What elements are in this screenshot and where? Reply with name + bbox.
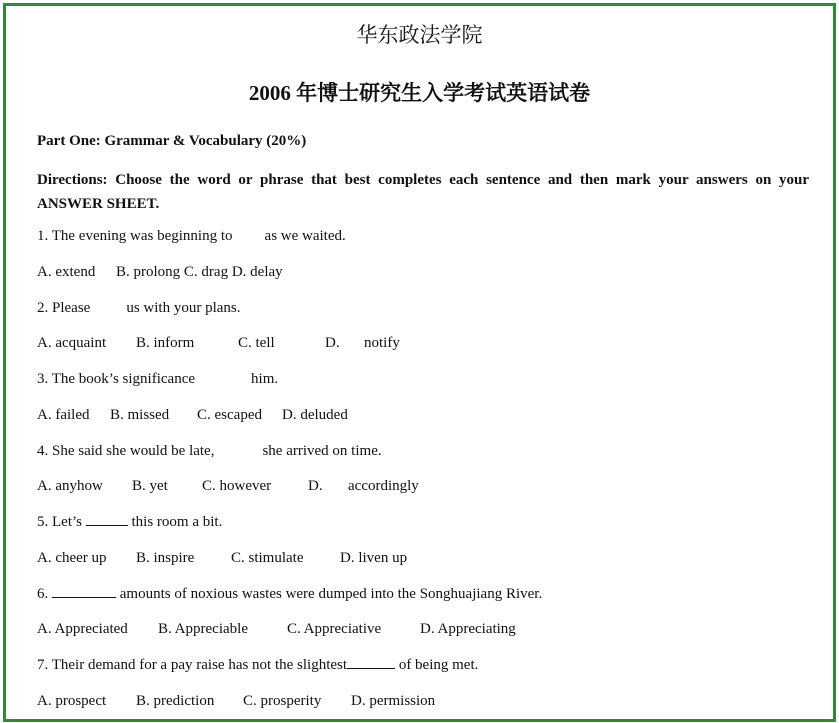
- option: accordingly: [348, 478, 419, 494]
- option: A. Appreciated: [37, 621, 128, 637]
- question-stem: [37, 656, 478, 674]
- option: D. permission: [351, 693, 436, 709]
- stem-part-a: 1. The evening was beginning to: [37, 228, 233, 244]
- answer-blank: [347, 656, 395, 669]
- stem-part-b: of being met.: [398, 657, 479, 673]
- option: notify: [364, 335, 400, 351]
- stem-part-b: as we waited.: [264, 228, 346, 244]
- option: B. missed: [110, 407, 170, 423]
- question-stem: [37, 299, 241, 317]
- stem-part-a: 6.: [37, 586, 49, 602]
- exam-title: 2006 年博士研究生入学考试英语试卷: [248, 81, 591, 105]
- option: B. inspire: [136, 550, 195, 566]
- option: A. acquaint: [37, 335, 107, 351]
- directions: Directions: Choose the word or phrase that best completes each sentence and then mark your answers on your ANSWER SHEET.: [37, 172, 809, 212]
- option: A. extend: [37, 264, 96, 280]
- option: B. Appreciable: [158, 621, 248, 637]
- option: A. cheer up: [37, 550, 107, 566]
- option: D. liven up: [340, 550, 408, 566]
- stem-part-b: she arrived on time.: [262, 443, 382, 459]
- question-stem: [37, 227, 346, 245]
- option: B. prolong C. drag D. delay: [116, 264, 283, 280]
- stem-part-a: 5. Let’s: [37, 514, 82, 530]
- option: C. however: [202, 478, 272, 494]
- institution-title: 华东政法学院: [356, 23, 483, 47]
- question-stem: [37, 370, 278, 388]
- question-stem: [37, 513, 222, 531]
- option: A. prospect: [37, 693, 107, 709]
- option: A. failed: [37, 407, 90, 423]
- option: C. stimulate: [231, 550, 304, 566]
- stem-part-b: him.: [251, 371, 279, 387]
- option: C. tell: [238, 335, 275, 351]
- option: A. anyhow: [37, 478, 103, 494]
- option: C. Appreciative: [287, 621, 382, 637]
- option: C. prosperity: [243, 693, 322, 709]
- option: C. escaped: [197, 407, 262, 423]
- part-heading: Part One: Grammar & Vocabulary (20%): [37, 133, 307, 149]
- option: B. inform: [136, 335, 195, 351]
- stem-part-a: 4. She said she would be late,: [37, 443, 215, 459]
- stem-part-b: this room a bit.: [131, 514, 223, 530]
- question-stem: [37, 442, 382, 460]
- option: D.: [325, 335, 340, 351]
- stem-part-a: 2. Please: [37, 300, 91, 316]
- exam-page: [3, 3, 836, 722]
- option: D. Appreciating: [420, 621, 516, 637]
- question-stem: [37, 585, 542, 603]
- answer-blank: [52, 585, 116, 598]
- stem-part-b: amounts of noxious wastes were dumped into the Songhuajiang River.: [119, 586, 543, 602]
- option: B. prediction: [136, 693, 215, 709]
- option: D.: [308, 478, 323, 494]
- stem-part-a: 3. The book’s significance: [37, 371, 196, 387]
- answer-blank: [86, 513, 128, 526]
- option: B. yet: [132, 478, 168, 494]
- option: D. deluded: [282, 407, 348, 423]
- stem-part-b: us with your plans.: [126, 300, 241, 316]
- stem-part-a: 7. Their demand for a pay raise has not the slightest: [37, 657, 348, 673]
